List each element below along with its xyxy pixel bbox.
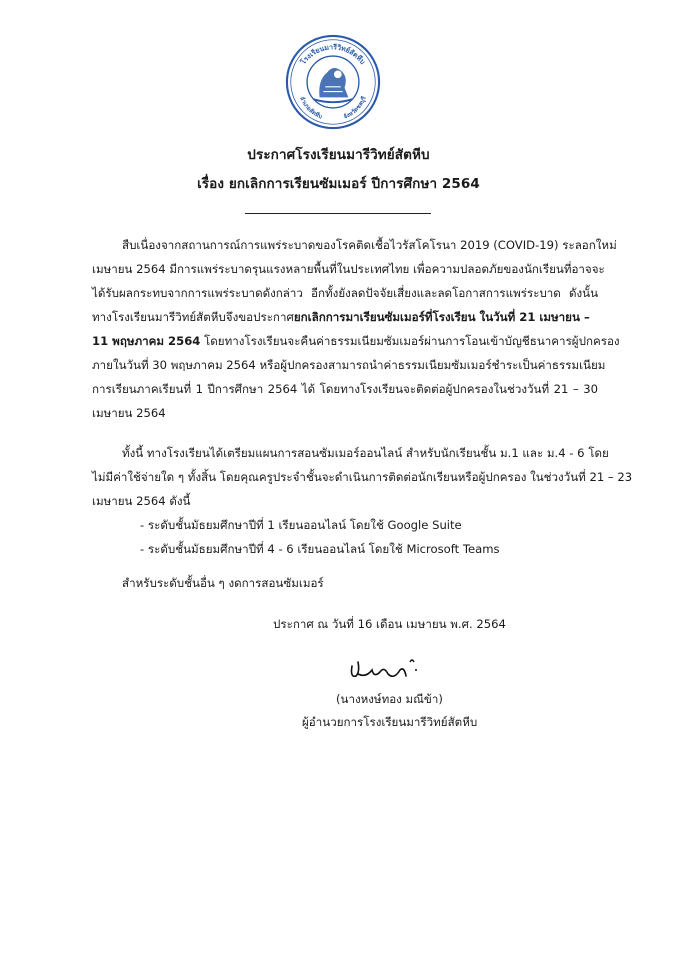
paragraph-1-line-4-text: ทางโรงเรียนมารีวิทย์สัตหีบจึงขอประกาศ — [92, 310, 294, 324]
paragraph-1-line-3: ได้รับผลกระทบจากการแพร่ระบาดดังกล่าว อีกทั้งยังลดปัจจัยเสี่ยงและลดโอกาสการแพร่ระบาด ดังนั้น — [92, 286, 598, 300]
signer-name: (นางหงษ์ทอง มณีข้า) — [336, 692, 443, 706]
paragraph-1-line-4 — [92, 309, 598, 325]
paragraph-1-line-7: การเรียนภาคเรียนที่ 1 ปีการศึกษา 2564 ได้ โดยทางโรงเรียนจะติดต่อผู้ปกครองในช่วงวันที่ 21 – 30 — [92, 382, 598, 396]
signer-position: ผู้อำนวยการโรงเรียนมารีวิทย์สัตหีบ — [302, 715, 478, 729]
svg-text:จังหวัดชลบุรี: จังหวัดชลบุรี — [342, 95, 368, 121]
paragraph-3: สำหรับระดับชั้นอื่น ๆ งดการสอนซัมเมอร์ — [122, 576, 324, 590]
paragraph-1-line-1: สืบเนื่องจากสถานการณ์การแพร่ระบาดของโรคติดเชื้อไวรัสโคโรนา 2019 (COVID-19) ระลอกใหม่ — [122, 238, 617, 252]
paragraph-2-line-3: เมษายน 2564 ดังนี้ — [92, 494, 191, 508]
paragraph-1-line-2: เมษายน 2564 มีการแพร่ระบาดรุนแรงหลายพื้นที่ในประเทศไทย เพื่อความปลอดภัยของนักเรียนที่อาจจะ — [92, 262, 605, 276]
paragraph-2-line-1: ทั้งนี้ ทางโรงเรียนได้เตรียมแผนการสอนซัมเมอร์ออนไลน์ สำหรับนักเรียนชั้น ม.1 และ ม.4 - 6 โดย — [122, 446, 609, 460]
paragraph-2-line-2: ไม่มีค่าใช้จ่ายใด ๆ ทั้งสิ้น โดยคุณครูประจำชั้นจะดำเนินการติดต่อนักเรียนหรือผู้ปกครอง ในช่วงวันที่ 21 – 23 — [92, 470, 633, 484]
school-seal-logo — [285, 34, 381, 130]
signature-image — [344, 652, 424, 688]
paragraph-1-line-8: เมษายน 2564 — [92, 406, 166, 420]
announcement-title: ประกาศโรงเรียนมารีวิทย์สัตหีบ — [247, 147, 430, 163]
bullet-item-grade-1: - ระดับชั้นมัธยมศึกษาปีที่ 1 เรียนออนไลน์ โดยใช้ Google Suite — [140, 518, 462, 532]
bullet-item-grade-4-6: - ระดับชั้นมัธยมศึกษาปีที่ 4 - 6 เรียนออนไลน์ โดยใช้ Microsoft Teams — [140, 542, 500, 556]
paragraph-1-line-5 — [92, 333, 620, 349]
svg-text:อำเภอสัตหีบ: อำเภอสัตหีบ — [298, 95, 323, 121]
cancellation-end-date-bold: 11 พฤษภาคม 2564 — [92, 334, 201, 348]
paragraph-1-line-6: ภายในวันที่ 30 พฤษภาคม 2564 หรือผู้ปกครองสามารถนำค่าธรรมเนียมซัมเมอร์ชำระเป็นค่าธรรมเนียม — [92, 358, 606, 372]
cancellation-dates-bold: ยกเลิกการมาเรียนซัมเมอร์ที่โรงเรียน ในวันที่ 21 เมษายน – — [293, 310, 590, 324]
paragraph-1-line-5-text: โดยทางโรงเรียนจะคืนค่าธรรมเนียมซัมเมอร์ผ่านการโอนเข้าบัญชีธนาคารผู้ปกครอง — [200, 334, 620, 348]
svg-text:โรงเรียนมารีวิทย์สัตหีบ: โรงเรียนมารีวิทย์สัตหีบ — [299, 43, 367, 67]
announcement-subject: เรื่อง ยกเลิกการเรียนซัมเมอร์ ปีการศึกษา 2564 — [197, 176, 480, 192]
title-divider — [245, 213, 431, 214]
announcement-date: ประกาศ ณ วันที่ 16 เดือน เมษายน พ.ศ. 2564 — [273, 617, 506, 631]
